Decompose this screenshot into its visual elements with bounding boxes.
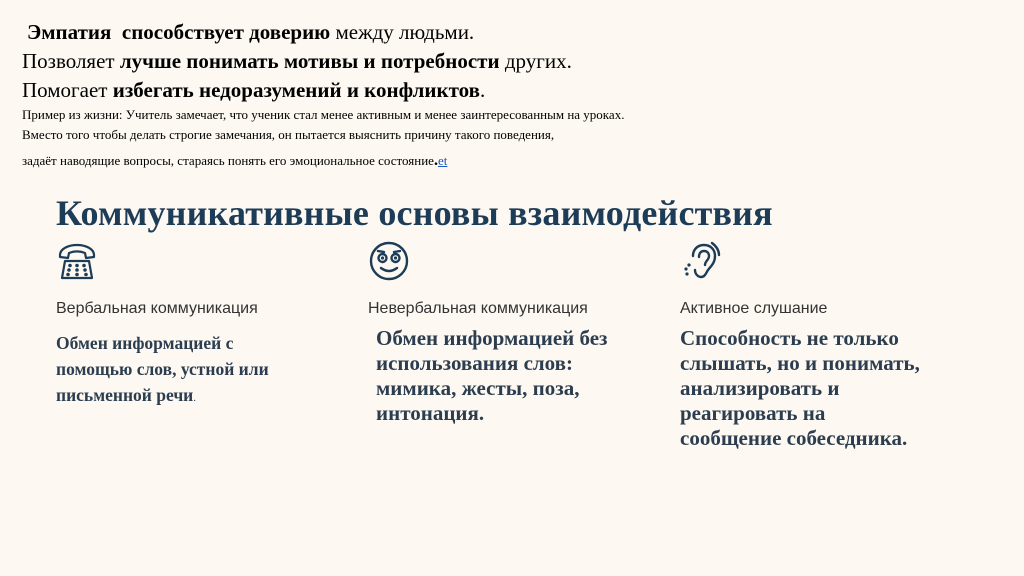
verbal-description-line: помощью слов, устной или xyxy=(56,359,269,379)
active-listening-description-line: Способность не только xyxy=(680,326,899,350)
intro-line-3-text-1: Помогает xyxy=(22,78,113,102)
nonverbal-description xyxy=(368,326,658,426)
active-listening-description-line: анализировать и xyxy=(680,376,840,400)
intro-block xyxy=(22,18,1012,171)
active-listening-description-line: реагировать на xyxy=(680,401,826,425)
verbal-description-text: письменной речи xyxy=(56,385,194,405)
intro-line-3-bold: избегать недоразумений и конфликтов xyxy=(112,78,480,102)
intro-line-1-bold-2: способствует доверию xyxy=(121,20,331,44)
example-line-3-dot: . xyxy=(433,152,438,169)
intro-line-1-bold-1: Эмпатия xyxy=(27,20,112,44)
active-listening-description xyxy=(680,326,970,451)
telephone-icon xyxy=(56,240,98,282)
column-nonverbal xyxy=(368,240,658,426)
verbal-description xyxy=(56,330,346,411)
verbal-description-line: Обмен информацией с xyxy=(56,333,234,353)
column-active-listening xyxy=(680,240,970,451)
intro-line-3 xyxy=(22,76,1012,105)
et-link[interactable]: et xyxy=(437,153,448,168)
intro-line-3-text-2: . xyxy=(479,78,486,102)
active-listening-heading: Активное слушание xyxy=(680,300,828,317)
active-listening-description-line: сообщение собеседника. xyxy=(680,426,908,450)
intro-line-1 xyxy=(22,18,1012,47)
intro-line-2 xyxy=(22,47,1012,76)
face-icon xyxy=(368,240,410,282)
example-line-1: Пример из жизни: Учитель замечает, что ученик стал менее активным и менее заинтересованным на уроках. xyxy=(22,107,625,122)
ear-icon xyxy=(680,240,722,282)
nonverbal-heading: Невербальная коммуникация xyxy=(368,300,588,317)
example-line-2: Вместо того чтобы делать строгие замечания, он пытается выяснить причину такого поведения, xyxy=(22,127,555,142)
intro-line-2-text-2: других. xyxy=(499,49,572,73)
nonverbal-description-line: интонация. xyxy=(376,401,485,425)
nonverbal-description-line: использования слов: xyxy=(376,351,573,375)
active-listening-description-line: слышать, но и понимать, xyxy=(680,351,920,375)
verbal-description-dot: . xyxy=(193,392,197,404)
nonverbal-description-line: Обмен информацией без xyxy=(376,326,608,350)
intro-line-2-bold: лучше понимать мотивы и потребности xyxy=(119,49,500,73)
column-verbal xyxy=(56,240,346,411)
section-title: Коммуникативные основы взаимодействия xyxy=(56,193,773,233)
example-line-3 xyxy=(22,151,1012,171)
intro-line-1-text: между людьми. xyxy=(330,20,475,44)
example-line-3-text: задаёт наводящие вопросы, стараясь понять его эмоциональное состояние xyxy=(22,153,434,168)
verbal-description-line xyxy=(56,382,346,411)
intro-line-2-text-1: Позволяет xyxy=(22,49,120,73)
verbal-heading: Вербальная коммуникация xyxy=(56,300,258,317)
nonverbal-description-line: мимика, жесты, поза, xyxy=(376,376,580,400)
